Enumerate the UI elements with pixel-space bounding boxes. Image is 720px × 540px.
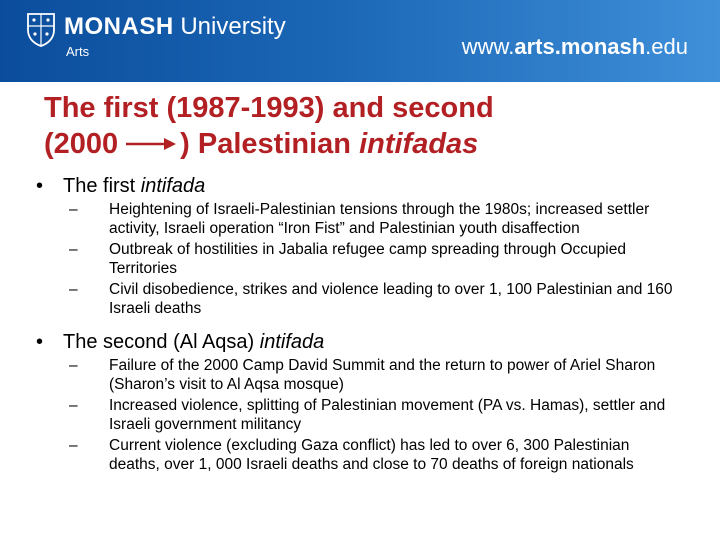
sub-bullet xyxy=(69,240,676,278)
title-line-2 xyxy=(44,126,704,162)
sub-bullet xyxy=(69,200,676,238)
right-arrow-icon xyxy=(124,133,178,155)
title-line-1: The first (1987-1993) and second xyxy=(44,92,494,124)
sub-bullet-text: Failure of the 2000 Camp David Summit and the return to power of Ariel Sharon (Sharon’s visit to Al Aqsa mosque) xyxy=(109,357,656,393)
slide-title xyxy=(44,90,704,162)
section-gap xyxy=(36,318,676,324)
sub-bullet-text: Outbreak of hostilities in Jabalia refugee camp spreading through Occupied Territories xyxy=(109,241,626,277)
slide-content xyxy=(36,168,676,474)
sub-bullet-text: Increased violence, splitting of Palestinian movement (PA vs. Hamas), settler and Israeli government militancy xyxy=(109,397,666,433)
dash-marker: – xyxy=(69,397,78,414)
sub-bullet xyxy=(69,356,676,394)
dash-marker: – xyxy=(69,201,78,218)
dash-marker: – xyxy=(69,357,78,374)
title-year-start: (2000 xyxy=(44,128,119,160)
header-banner xyxy=(0,0,720,82)
sub-bullet xyxy=(69,396,676,434)
sub-bullet-text: Current violence (excluding Gaza conflict) has led to over 6, 300 Palestinian deaths, over 1, 000 Israeli deaths and close to 70 deaths of foreign nationals xyxy=(109,437,634,473)
brand-bold: MONASH xyxy=(64,13,174,40)
bullet-heading xyxy=(63,330,324,354)
heading-plain: The second (Al Aqsa) xyxy=(63,331,260,353)
heading-italic: intifada xyxy=(140,175,206,197)
dash-marker: – xyxy=(69,281,78,298)
sub-bullet-text: Civil disobedience, strikes and violence leading to over 1, 100 Palestinian and 160 Israeli deaths xyxy=(109,281,673,317)
title-mid: ) Palestinian xyxy=(180,128,360,160)
bullet-first-intifada xyxy=(36,174,676,198)
sub-bullet xyxy=(69,280,676,318)
website-url xyxy=(462,34,688,60)
bullet-marker: • xyxy=(36,175,44,197)
heading-plain: The first xyxy=(63,175,141,197)
sub-bullet-text: Heightening of Israeli-Palestinian tensions through the 1980s; increased settler activity, Israeli operation “Iron Fist” and Palestinian youth disaffection xyxy=(109,201,650,237)
heading-italic: intifada xyxy=(259,331,325,353)
url-suffix: .edu xyxy=(645,34,688,59)
university-crest-icon xyxy=(26,12,56,48)
bullet-marker: • xyxy=(36,331,44,353)
brand-light: University xyxy=(173,13,286,40)
url-domain: arts.monash xyxy=(514,34,646,59)
dash-marker: – xyxy=(69,241,78,258)
sub-bullet xyxy=(69,436,676,474)
faculty-label: Arts xyxy=(66,44,90,59)
dash-marker: – xyxy=(69,437,78,454)
url-prefix: www. xyxy=(461,34,515,59)
title-italic: intifadas xyxy=(359,128,479,160)
university-wordmark xyxy=(64,13,286,41)
bullet-second-intifada xyxy=(36,330,676,354)
bullet-heading xyxy=(63,174,205,198)
